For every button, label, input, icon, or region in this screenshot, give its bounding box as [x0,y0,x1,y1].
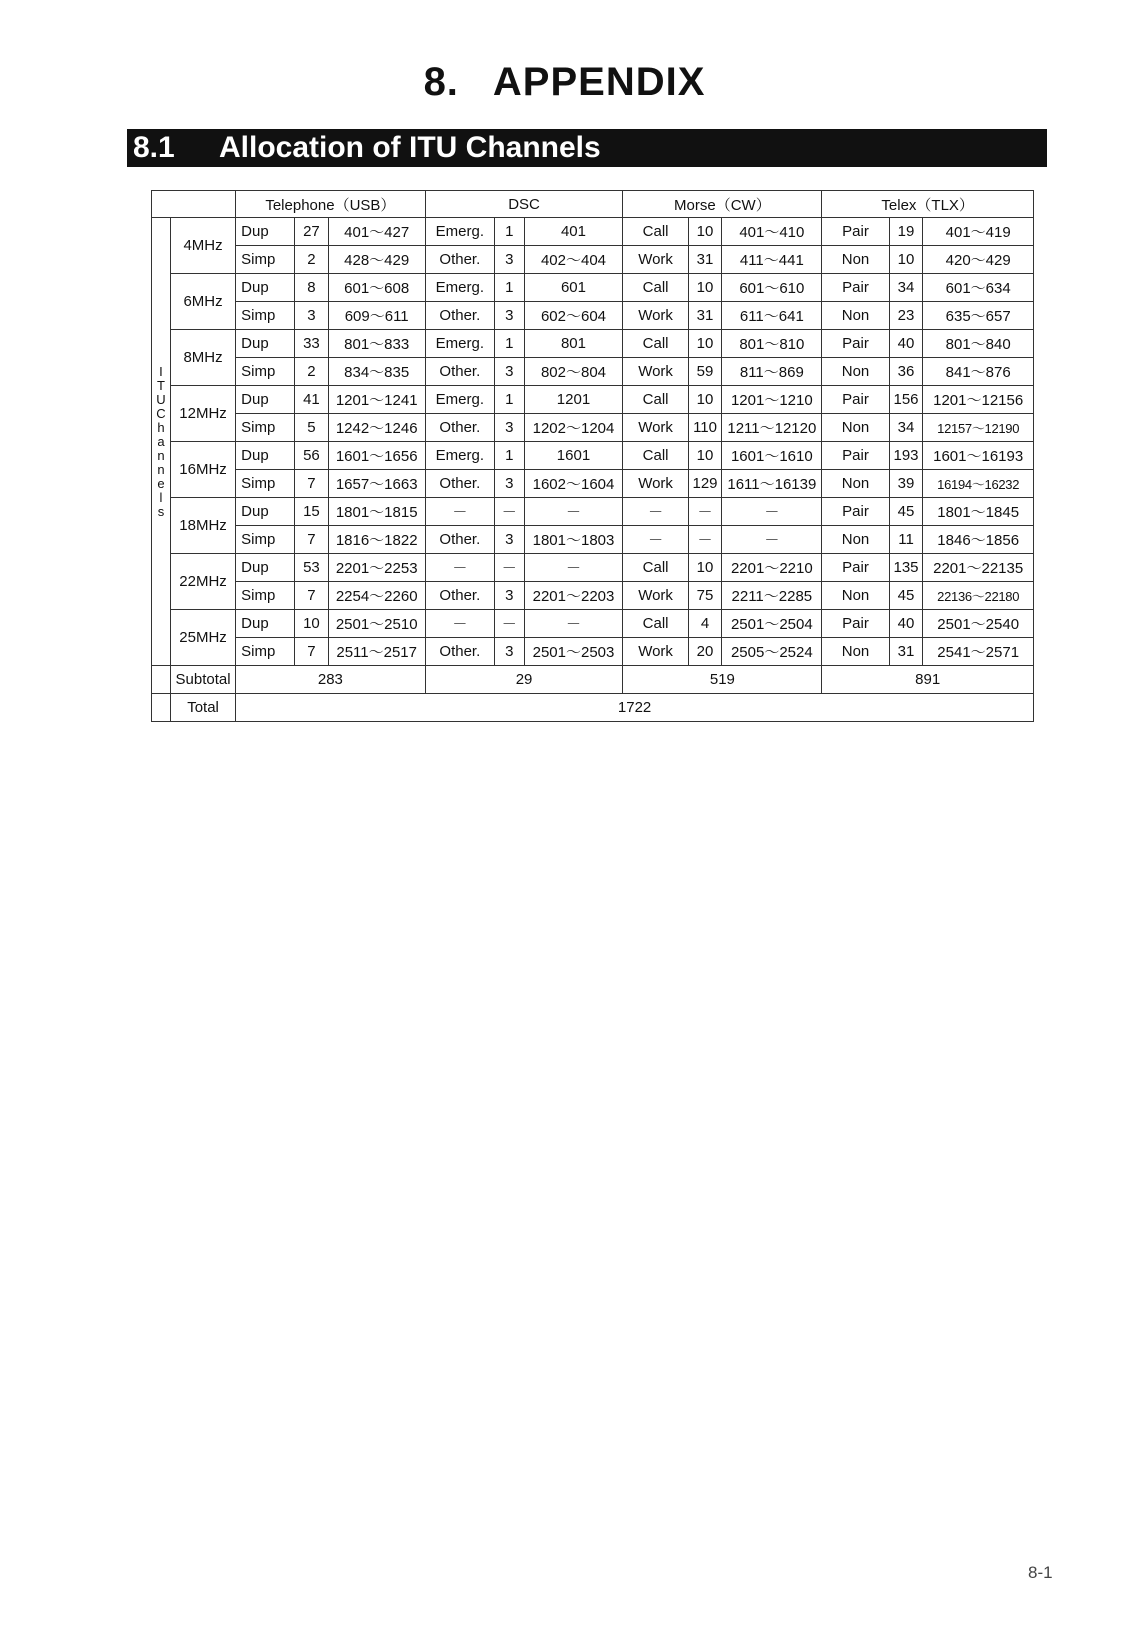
cell-tlx-range: 1846～1856 [923,526,1034,554]
total-spacer [152,694,171,722]
cell-cw-type: Work [623,470,688,498]
itu-channel-table [151,190,1034,722]
cell-mode: Simp [236,470,295,498]
cell-tel-range: 834～835 [328,358,425,386]
table-row [152,274,1034,302]
cell-tlx-count: 45 [889,498,923,526]
cell-tel-count: 27 [295,218,329,246]
cell-dsc-count: 1 [495,442,524,470]
cell-cw-range: － [722,526,822,554]
cell-tlx-range: 401～419 [923,218,1034,246]
page-number: 8-1 [1028,1563,1053,1582]
cell-cw-count: 20 [688,638,722,666]
table-row [152,442,1034,470]
band-label: 6MHz [170,274,235,330]
cell-cw-type: － [623,498,688,526]
cell-tlx-count: 40 [889,610,923,638]
total-label: Total [170,694,235,722]
cell-tlx-range: 1801～1845 [923,498,1034,526]
cell-tel-range: 2511～2517 [328,638,425,666]
cell-cw-count: 59 [688,358,722,386]
cell-dsc-range: － [524,554,623,582]
cell-cw-type: Work [623,246,688,274]
cell-tlx-type: Non [822,358,889,386]
cell-dsc-range: 1202～1204 [524,414,623,442]
cell-tlx-type: Pair [822,386,889,414]
cell-cw-count: 10 [688,218,722,246]
cell-dsc-count: 3 [495,302,524,330]
cell-dsc-count: 3 [495,638,524,666]
cell-tel-range: 1801～1815 [328,498,425,526]
cell-tel-count: 2 [295,358,329,386]
cell-tlx-range: 1201～12156 [923,386,1034,414]
cell-tel-range: 601～608 [328,274,425,302]
cell-tlx-count: 193 [889,442,923,470]
cell-dsc-type: Other. [425,638,494,666]
cell-cw-type: Call [623,274,688,302]
cell-dsc-range: － [524,498,623,526]
chapter-title: APPENDIX [492,60,706,104]
header-morse: Morse（CW） [623,191,822,218]
cell-tlx-count: 31 [889,638,923,666]
cell-mode: Simp [236,358,295,386]
cell-dsc-range: 2501～2503 [524,638,623,666]
cell-tel-count: 3 [295,302,329,330]
cell-dsc-count: 1 [495,218,524,246]
cell-cw-count: 10 [688,442,722,470]
cell-mode: Dup [236,442,295,470]
cell-dsc-type: Other. [425,358,494,386]
cell-tlx-range: 801～840 [923,330,1034,358]
cell-cw-range: 801～810 [722,330,822,358]
cell-tlx-type: Pair [822,554,889,582]
subtotal-label: Subtotal [170,666,235,694]
cell-dsc-range: 1601 [524,442,623,470]
cell-tlx-type: Pair [822,218,889,246]
cell-tel-range: 2201～2253 [328,554,425,582]
band-label: 16MHz [170,442,235,498]
side-label-letter: I [159,363,163,379]
side-label-letter: l [159,489,163,505]
cell-cw-range: 1611～16139 [722,470,822,498]
band-label: 12MHz [170,386,235,442]
cell-cw-type: Call [623,610,688,638]
cell-cw-type: Work [623,638,688,666]
itu-channels-side-label [152,218,171,666]
cell-cw-count: 4 [688,610,722,638]
cell-tel-count: 53 [295,554,329,582]
cell-dsc-range: 1201 [524,386,623,414]
cell-dsc-count: 3 [495,526,524,554]
cell-cw-type: Call [623,554,688,582]
cell-dsc-type: Other. [425,470,494,498]
cell-tlx-type: Non [822,302,889,330]
cell-tlx-range: 16194～16232 [923,470,1034,498]
cell-tlx-count: 40 [889,330,923,358]
cell-tlx-count: 34 [889,274,923,302]
header-corner [152,191,236,218]
cell-cw-count: 10 [688,274,722,302]
cell-dsc-count: － [495,554,524,582]
cell-tel-range: 428～429 [328,246,425,274]
cell-tlx-range: 1601～16193 [923,442,1034,470]
cell-tel-count: 7 [295,470,329,498]
cell-cw-type: Work [623,358,688,386]
table-row [152,582,1034,610]
cell-dsc-type: Emerg. [425,274,494,302]
cell-cw-range: 611～641 [722,302,822,330]
cell-cw-range: 1201～1210 [722,386,822,414]
cell-dsc-type: Other. [425,302,494,330]
band-label: 18MHz [170,498,235,554]
side-label-letter: e [157,475,165,491]
cell-tlx-type: Non [822,414,889,442]
cell-dsc-count: － [495,610,524,638]
cell-tlx-count: 10 [889,246,923,274]
subtotal-value: 29 [425,666,623,694]
cell-dsc-count: 3 [495,582,524,610]
cell-tel-range: 1657～1663 [328,470,425,498]
subtotal-spacer [152,666,171,694]
cell-tlx-count: 23 [889,302,923,330]
cell-dsc-range: 402～404 [524,246,623,274]
cell-tel-count: 10 [295,610,329,638]
table-row [152,470,1034,498]
cell-cw-range: 2501～2504 [722,610,822,638]
cell-tlx-count: 19 [889,218,923,246]
band-label: 22MHz [170,554,235,610]
cell-dsc-type: － [425,610,494,638]
cell-tlx-type: Non [822,526,889,554]
subtotal-value: 891 [822,666,1034,694]
cell-tel-count: 56 [295,442,329,470]
table-row [152,638,1034,666]
subtotal-value: 283 [236,666,425,694]
table-row [152,554,1034,582]
cell-mode: Simp [236,582,295,610]
cell-mode: Dup [236,610,295,638]
table-row [152,246,1034,274]
cell-tlx-type: Non [822,582,889,610]
cell-tel-count: 7 [295,638,329,666]
chapter-heading [0,60,1129,105]
cell-cw-type: Call [623,386,688,414]
cell-cw-type: Work [623,302,688,330]
cell-dsc-count: 3 [495,414,524,442]
cell-dsc-range: 401 [524,218,623,246]
cell-cw-range: 2505～2524 [722,638,822,666]
cell-cw-range: － [722,498,822,526]
cell-dsc-count: 3 [495,246,524,274]
cell-cw-count: 129 [688,470,722,498]
band-label: 8MHz [170,330,235,386]
section-number: 8.1 [133,131,175,164]
table-row [152,526,1034,554]
cell-mode: Simp [236,302,295,330]
subtotal-value: 519 [623,666,822,694]
cell-cw-type: Work [623,414,688,442]
cell-dsc-range: － [524,610,623,638]
cell-cw-range: 1211～12120 [722,414,822,442]
cell-tel-count: 15 [295,498,329,526]
table-row [152,358,1034,386]
cell-tlx-range: 2541～2571 [923,638,1034,666]
cell-cw-count: 10 [688,386,722,414]
cell-tlx-range: 635～657 [923,302,1034,330]
cell-dsc-range: 1602～1604 [524,470,623,498]
cell-cw-range: 2201～2210 [722,554,822,582]
cell-tlx-count: 135 [889,554,923,582]
cell-mode: Dup [236,218,295,246]
cell-dsc-type: Other. [425,582,494,610]
cell-dsc-type: Other. [425,526,494,554]
cell-cw-count: 10 [688,554,722,582]
cell-tlx-type: Pair [822,610,889,638]
table-row [152,386,1034,414]
cell-dsc-type: Emerg. [425,386,494,414]
subtotal-row [152,666,1034,694]
cell-tel-count: 8 [295,274,329,302]
cell-mode: Simp [236,638,295,666]
cell-dsc-type: － [425,498,494,526]
cell-cw-range: 601～610 [722,274,822,302]
cell-dsc-type: Other. [425,246,494,274]
cell-tlx-range: 601～634 [923,274,1034,302]
cell-tel-count: 5 [295,414,329,442]
cell-cw-count: － [688,526,722,554]
header-telephone: Telephone（USB） [236,191,425,218]
cell-tlx-range: 12157～12190 [923,414,1034,442]
table-row [152,218,1034,246]
cell-tel-count: 41 [295,386,329,414]
cell-mode: Dup [236,330,295,358]
table-row [152,498,1034,526]
cell-cw-count: 10 [688,330,722,358]
itu-channel-table-container [151,190,1034,722]
side-label-letter: a [157,433,165,449]
side-label-letter: s [157,503,165,519]
cell-dsc-count: 3 [495,358,524,386]
cell-tel-range: 609～611 [328,302,425,330]
cell-cw-count: 31 [688,246,722,274]
cell-tlx-type: Pair [822,274,889,302]
cell-cw-range: 411～441 [722,246,822,274]
cell-cw-count: － [688,498,722,526]
cell-tlx-range: 841～876 [923,358,1034,386]
cell-tlx-count: 156 [889,386,923,414]
cell-tel-range: 801～833 [328,330,425,358]
cell-dsc-type: Emerg. [425,330,494,358]
table-row [152,330,1034,358]
cell-tel-range: 1816～1822 [328,526,425,554]
cell-tel-range: 1601～1656 [328,442,425,470]
cell-mode: Simp [236,526,295,554]
chapter-number: 8. [423,60,459,104]
cell-cw-count: 110 [688,414,722,442]
cell-cw-type: Call [623,330,688,358]
cell-cw-range: 401～410 [722,218,822,246]
cell-mode: Simp [236,246,295,274]
cell-tlx-type: Pair [822,442,889,470]
cell-dsc-range: 801 [524,330,623,358]
cell-tlx-count: 36 [889,358,923,386]
cell-mode: Dup [236,386,295,414]
side-label-letter: T [156,377,165,393]
cell-dsc-type: Emerg. [425,218,494,246]
cell-tel-range: 1201～1241 [328,386,425,414]
section-heading-bar [127,129,1047,167]
cell-tel-count: 7 [295,582,329,610]
cell-mode: Dup [236,498,295,526]
cell-dsc-range: 602～604 [524,302,623,330]
cell-mode: Dup [236,274,295,302]
section-title: Allocation of ITU Channels [219,131,601,164]
cell-dsc-count: 1 [495,274,524,302]
cell-cw-type: Work [623,582,688,610]
cell-dsc-range: 802～804 [524,358,623,386]
cell-tlx-range: 22136～22180 [923,582,1034,610]
cell-tel-range: 2254～2260 [328,582,425,610]
cell-tlx-count: 11 [889,526,923,554]
cell-cw-range: 1601～1610 [722,442,822,470]
cell-dsc-range: 1801～1803 [524,526,623,554]
cell-tel-count: 33 [295,330,329,358]
cell-cw-range: 811～869 [722,358,822,386]
side-label-letter: n [157,447,165,463]
cell-dsc-count: － [495,498,524,526]
table-row [152,414,1034,442]
cell-dsc-range: 601 [524,274,623,302]
table-row [152,610,1034,638]
cell-tlx-type: Pair [822,330,889,358]
cell-tlx-range: 2501～2540 [923,610,1034,638]
cell-tlx-type: Non [822,638,889,666]
cell-cw-count: 31 [688,302,722,330]
cell-cw-range: 2211～2285 [722,582,822,610]
side-label-letter: C [156,405,166,421]
cell-tlx-count: 34 [889,414,923,442]
total-row [152,694,1034,722]
cell-tlx-range: 420～429 [923,246,1034,274]
cell-cw-type: － [623,526,688,554]
cell-tel-range: 401～427 [328,218,425,246]
cell-dsc-count: 3 [495,470,524,498]
cell-dsc-count: 1 [495,386,524,414]
side-label-letter: h [157,419,165,435]
cell-dsc-type: － [425,554,494,582]
table-header-row [152,191,1034,218]
cell-tel-count: 2 [295,246,329,274]
cell-cw-count: 75 [688,582,722,610]
cell-tel-count: 7 [295,526,329,554]
cell-dsc-range: 2201～2203 [524,582,623,610]
cell-tlx-range: 2201～22135 [923,554,1034,582]
cell-cw-type: Call [623,442,688,470]
cell-dsc-type: Emerg. [425,442,494,470]
cell-tel-range: 2501～2510 [328,610,425,638]
cell-tlx-type: Pair [822,498,889,526]
cell-mode: Dup [236,554,295,582]
band-label: 4MHz [170,218,235,274]
cell-tlx-count: 45 [889,582,923,610]
cell-cw-type: Call [623,218,688,246]
side-label-letter: U [156,391,166,407]
table-row [152,302,1034,330]
cell-dsc-count: 1 [495,330,524,358]
header-dsc: DSC [425,191,623,218]
side-label-letter: n [157,461,165,477]
cell-dsc-type: Other. [425,414,494,442]
cell-tlx-type: Non [822,470,889,498]
band-label: 25MHz [170,610,235,666]
cell-tlx-type: Non [822,246,889,274]
total-value: 1722 [236,694,1034,722]
header-telex: Telex（TLX） [822,191,1034,218]
cell-tlx-count: 39 [889,470,923,498]
cell-tel-range: 1242～1246 [328,414,425,442]
cell-mode: Simp [236,414,295,442]
